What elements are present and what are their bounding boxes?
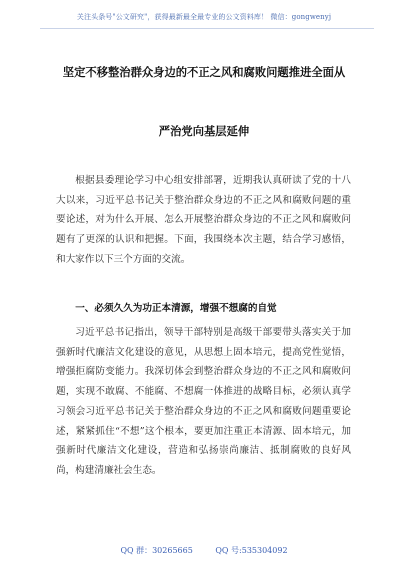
header-banner: 关注头条号"公文研究"，获得最新最全最专业的公文资料库！ 微信：gongwenyj (76, 13, 332, 21)
section-1-paragraph: 习近平总书记指出，领导干部特别是高级干部要带头落实关于加强新时代廉洁文化建设的意见，从思想上固本培元，提高党性觉悟，增强拒腐防变能力。我深切体会到整治群众身边的不正之风和腐败问题，实现不敢腐、不能腐、不想腐一体推进的战略目标，必须认真学习领会习近平总书记关于整治群众身边的不正之风和腐败问题重要论述，紧紧抓住“不想”这个根本，要更加注重正本清源、固本培元，加强新时代廉洁文化建设，营造和弘扬崇尚廉洁、抵制腐败的良好风尚，构建清廉社会生态。 (56, 327, 351, 476)
document-title-line-1: 坚定不移整治群众身边的不正之风和腐败问题推进全面从 (62, 65, 346, 79)
header-divider (40, 28, 374, 29)
footer-qq-number: QQ 号:535304092 (215, 546, 288, 555)
footer-contact (0, 545, 408, 556)
footer-qq-group: QQ 群：30265665 (120, 546, 193, 555)
intro-paragraph: 根据县委理论学习中心组安排部署，近期我认真研读了党的十八大以来，习近平总书记关于整治群众身边的不正之风和腐败问题的重要论述，对为什么开展、怎么开展整治群众身边的不正之风和腐败问题有了更深的认识和把握。下面，我围绕本次主题，结合学习感悟，和大家作以下三个方面的交流。 (56, 175, 351, 265)
document-title-line-2: 严治党向基层延伸 (158, 124, 250, 138)
section-heading-1: 一、必须久久为功正本清源，增强不想腐的自觉 (75, 303, 277, 314)
